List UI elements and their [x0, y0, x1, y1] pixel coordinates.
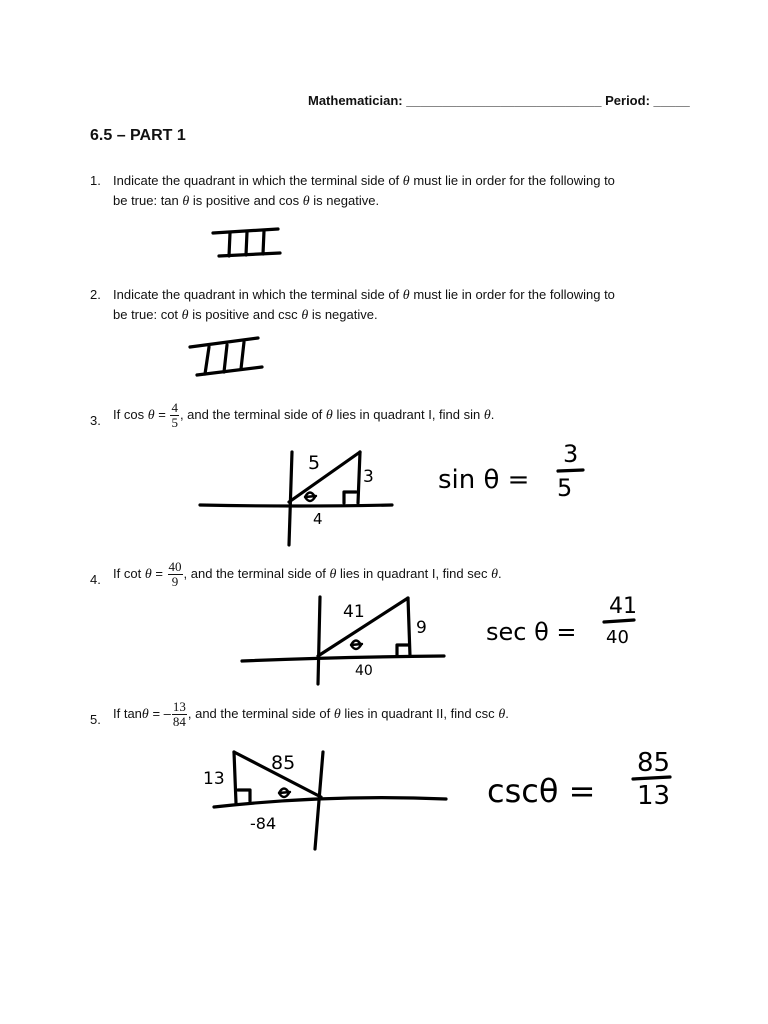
equals-sign: = [155, 565, 163, 581]
text-span: is negative. [311, 307, 378, 322]
diagram-5-adj-label: -84 [250, 814, 277, 833]
text-span: is positive and cos [192, 193, 300, 208]
text-span: If cos [113, 406, 145, 422]
diagram-3-hyp-label: 5 [308, 452, 321, 474]
answer-3-denominator: 5 [557, 474, 573, 502]
fraction-denominator: 84 [172, 714, 186, 729]
text-span: . [497, 565, 502, 581]
text-span: , and the terminal side of [179, 406, 323, 422]
text-span: lies in quadrant I, find sec [340, 565, 488, 581]
theta-symbol: θ [302, 194, 310, 209]
diagram-5-hyp-label: 85 [271, 752, 296, 774]
text-span: must lie in order for the following to [413, 287, 615, 302]
answer-3-numerator: 3 [563, 440, 579, 468]
text-span: , and the terminal side of [183, 565, 326, 581]
equals-sign: = – [152, 705, 171, 721]
theta-symbol: θ [402, 288, 410, 303]
theta-symbol: θ [402, 174, 410, 189]
question-number: 2. [90, 287, 101, 302]
question-number: 5. [90, 712, 101, 727]
theta-symbol: θ [329, 566, 337, 582]
mathematician-blank[interactable]: ___________________________ [406, 93, 602, 108]
answer-2-roman-three [190, 338, 262, 375]
period-label: Period: [605, 93, 650, 108]
text-span: must lie in order for the following to [413, 173, 615, 188]
diagram-5-opp-label: 13 [203, 769, 225, 789]
answer-5-fraction-bar [633, 777, 670, 779]
fraction-denominator: 9 [171, 574, 179, 589]
diagram-4-adj-label: 40 [355, 663, 373, 679]
text-span: Indicate the quadrant in which the terminal side of [113, 287, 400, 302]
theta-symbol: θ [498, 706, 506, 722]
answer-1-roman-three [213, 229, 280, 256]
answer-4-fraction-bar [604, 620, 634, 622]
theta-symbol: θ [483, 407, 491, 423]
answer-5-denominator: 13 [637, 781, 671, 811]
text-span: lies in quadrant II, find csc [344, 705, 495, 721]
theta-symbol: θ [182, 194, 190, 209]
fraction-numerator: 40 [168, 559, 182, 574]
mathematician-label: Mathematician: [308, 93, 403, 108]
diagram-5-triangle [214, 752, 446, 849]
text-span: is positive and csc [192, 307, 298, 322]
theta-symbol: θ [141, 706, 149, 722]
text-span: Indicate the quadrant in which the terminal side of [113, 173, 400, 188]
theta-symbol: θ [181, 308, 189, 323]
diagram-3-opp-label: 3 [363, 467, 374, 487]
page-title: 6.5 – PART 1 [90, 127, 186, 144]
question-number: 4. [90, 572, 101, 587]
diagram-4-hyp-label: 41 [343, 602, 365, 622]
answer-4-numerator: 41 [609, 594, 637, 619]
answer-4-denominator: 40 [606, 627, 629, 648]
theta-symbol: θ [325, 407, 333, 423]
diagram-4-opp-label: 9 [416, 618, 427, 638]
text-span: be true: tan [113, 193, 179, 208]
diagram-3-adj-label: 4 [313, 510, 323, 528]
answer-4-lhs: sec θ = [486, 618, 577, 646]
text-span: . [505, 705, 509, 721]
text-span: be true: cot [113, 307, 179, 322]
theta-symbol: θ [144, 566, 152, 582]
theta-symbol: θ [301, 308, 309, 323]
text-span: is negative. [313, 193, 380, 208]
fraction-denominator: 5 [171, 415, 178, 430]
period-blank[interactable]: _____ [653, 93, 690, 108]
text-span: If cot [113, 565, 142, 581]
question-number: 3. [90, 413, 101, 428]
diagram-3-triangle [200, 452, 392, 545]
answer-3-fraction-bar [558, 470, 583, 471]
text-span: . [490, 406, 495, 422]
fraction-numerator: 4 [171, 400, 178, 415]
text-span: lies in quadrant I, find sin [336, 406, 481, 422]
question-number: 1. [90, 173, 101, 188]
theta-symbol: θ [491, 566, 498, 582]
fraction-numerator: 13 [172, 699, 186, 714]
answer-3-lhs: sin θ = [438, 465, 530, 495]
text-span: , and the terminal side of [187, 705, 331, 721]
answer-5-lhs: cscθ = [487, 772, 596, 810]
theta-symbol: θ [333, 706, 341, 722]
equals-sign: = [158, 406, 166, 422]
text-span: If tan [113, 705, 142, 721]
theta-symbol: θ [147, 407, 155, 423]
answer-5-numerator: 85 [637, 748, 671, 778]
